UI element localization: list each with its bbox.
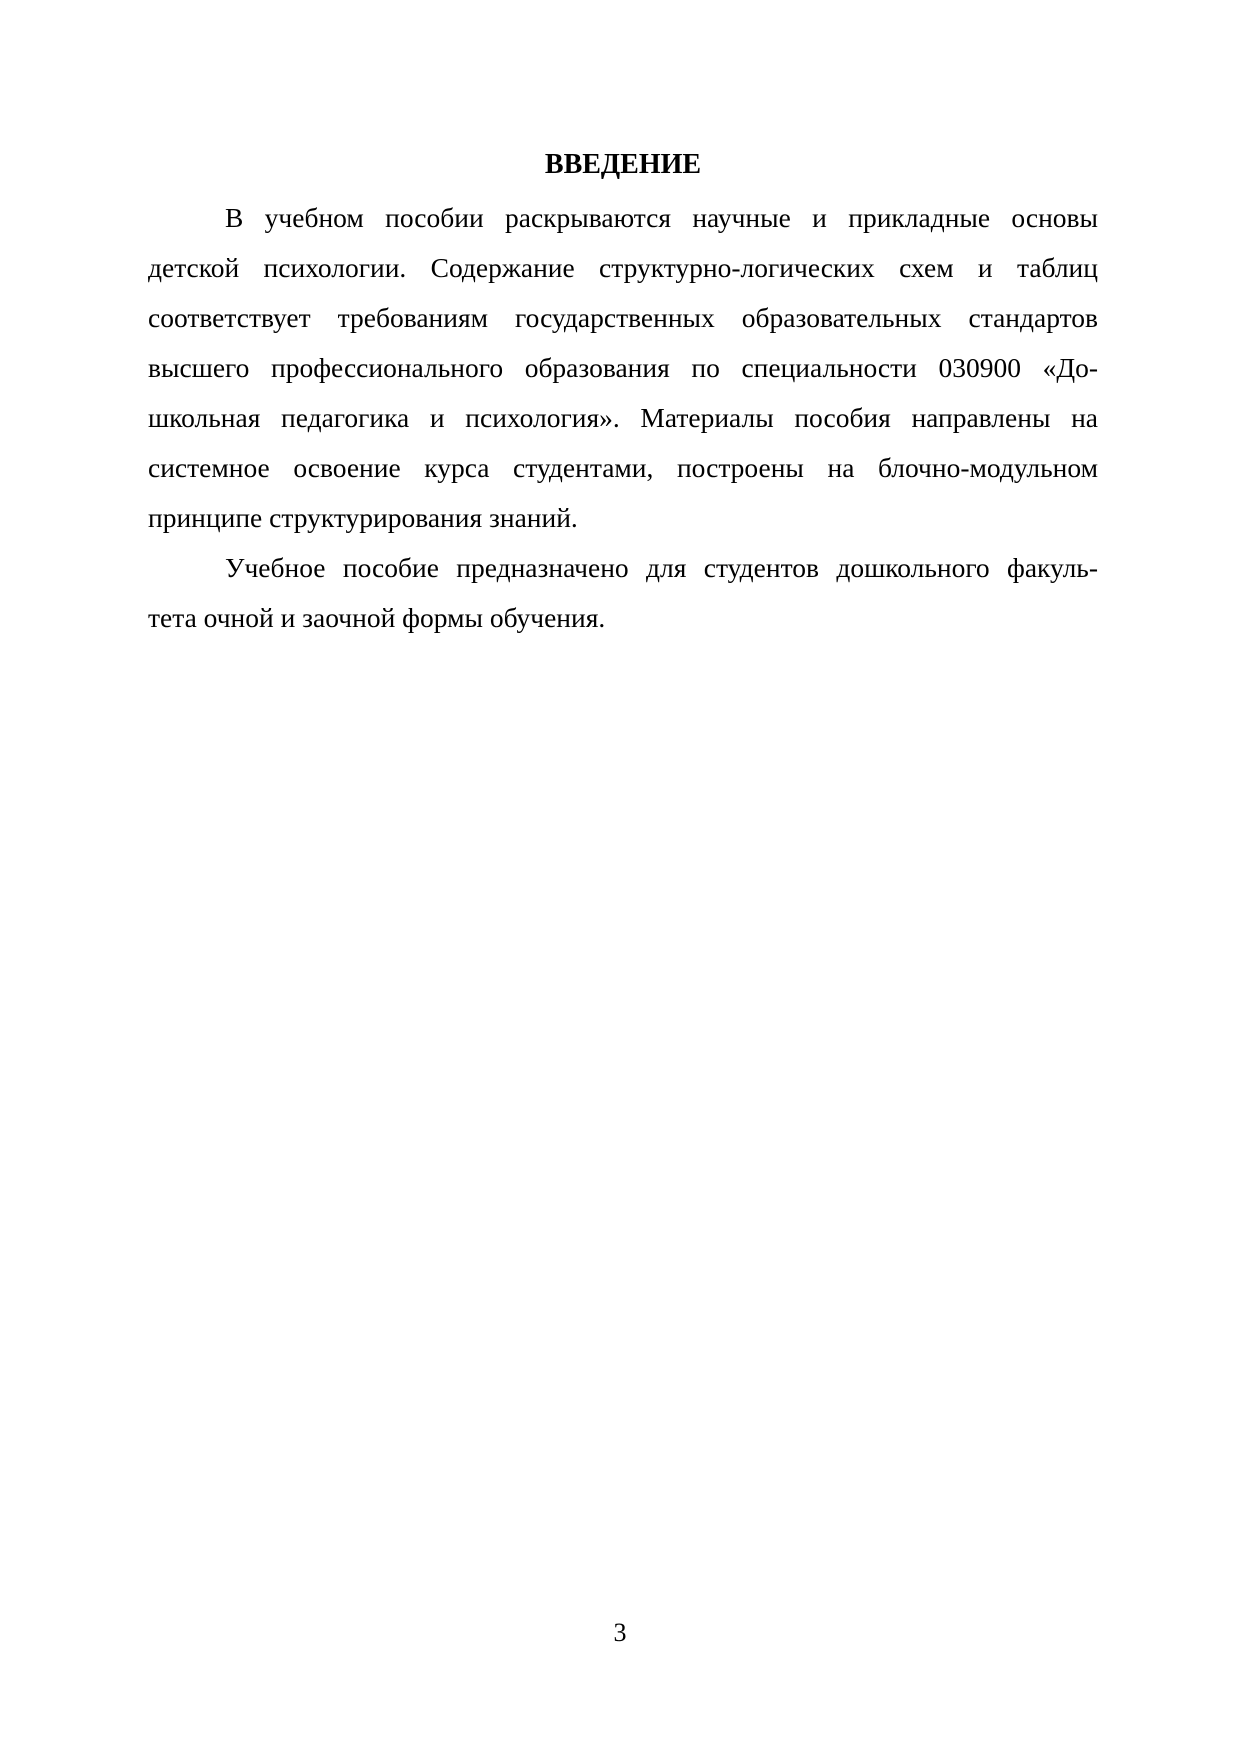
paragraph-line: тета очной и заочной формы обучения. [148, 602, 606, 633]
paragraph-line: В учебном пособии раскрываются научные и прикладные основы [225, 202, 1098, 233]
section-heading: ВВЕДЕНИЕ [544, 149, 702, 180]
paragraph-line: системное освоение курса студентами, построены на блочно-модульном [148, 452, 1098, 483]
text-block [148, 145, 1098, 643]
paragraph-audience [148, 543, 1098, 643]
page-number: 3 [613, 1618, 627, 1647]
paragraph-line: детской психологии. Содержание структурно-логических схем и таблиц [148, 252, 1098, 283]
paragraph-intro [148, 193, 1098, 543]
paragraph-line: соответствует требованиям государственных образовательных стандартов [148, 302, 1098, 333]
paragraph-line: Учебное пособие предназначено для студентов дошкольного факуль- [225, 552, 1098, 583]
paragraph-line: принципе структурирования знаний. [148, 502, 578, 533]
paragraph-line: школьная педагогика и психология». Материалы пособия направлены на [148, 402, 1098, 433]
paragraph-line: высшего профессионального образования по специальности 030900 «До- [148, 352, 1098, 383]
